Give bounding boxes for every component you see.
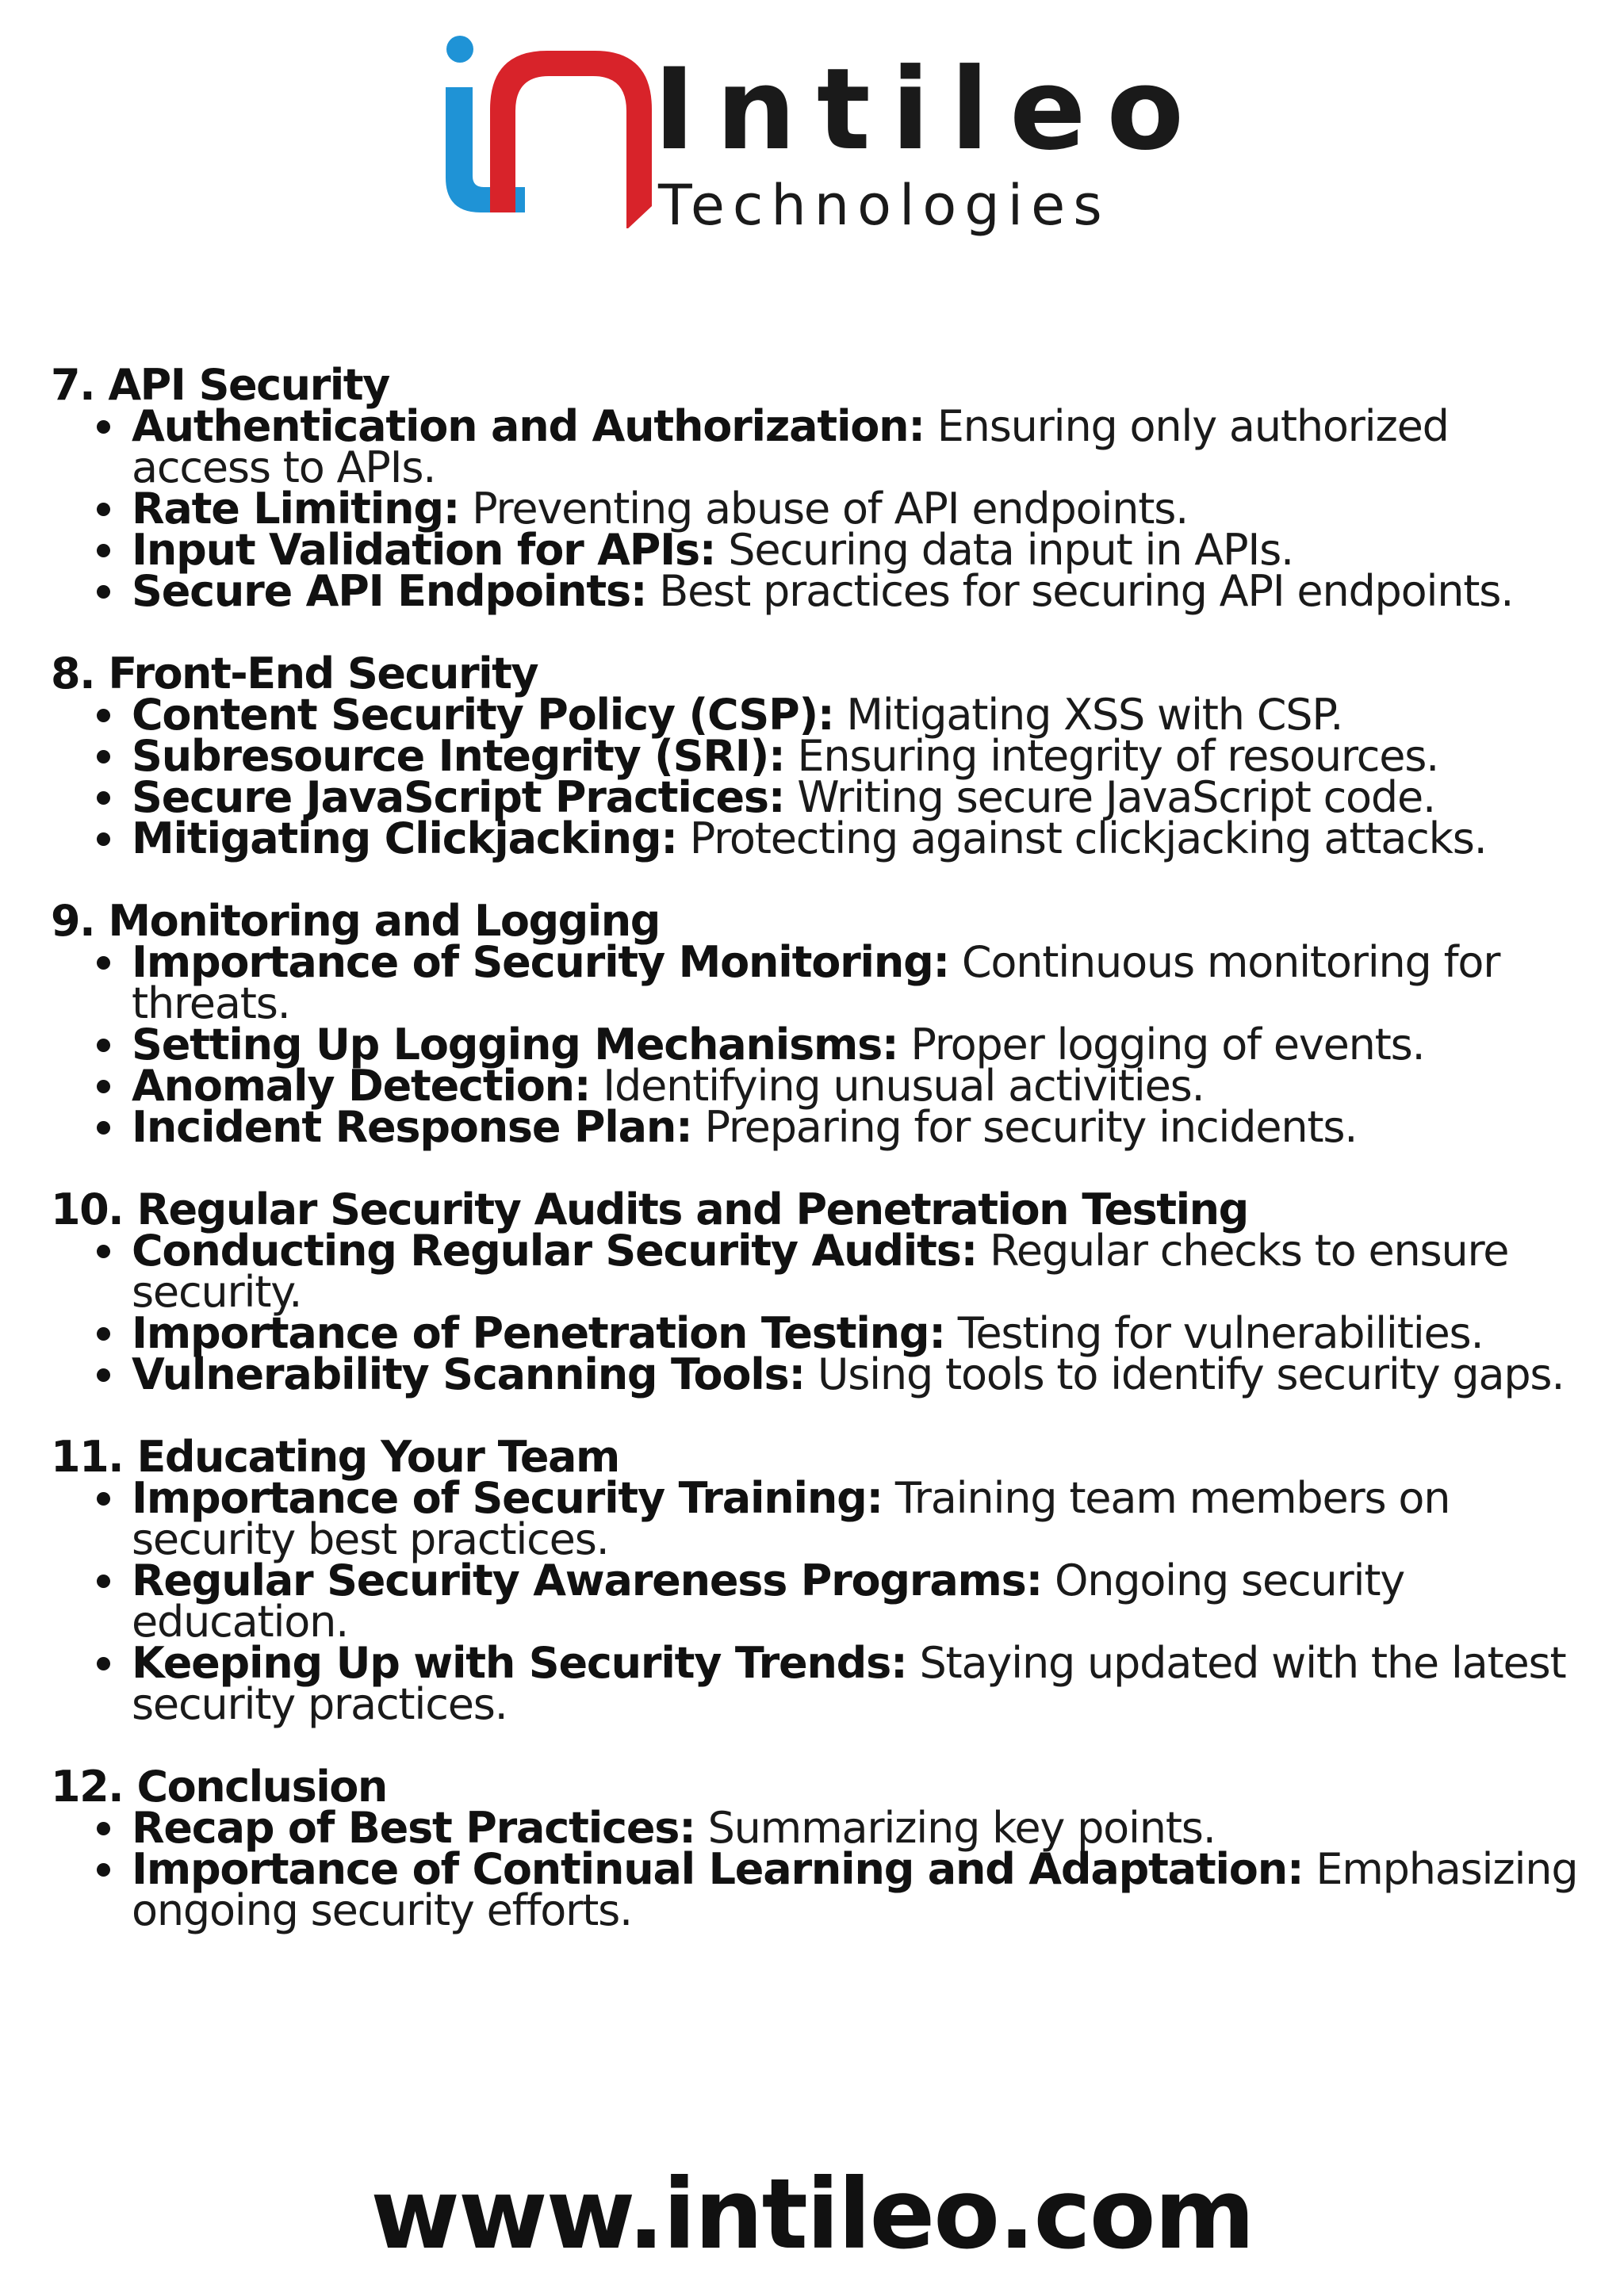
item-term: Conducting Regular Security Audits:: [132, 1226, 978, 1276]
item-term: Secure API Endpoints:: [132, 566, 647, 616]
section-educating-team: [51, 1432, 1589, 1729]
list-item: [132, 813, 1589, 863]
item-desc: Writing secure JavaScript code.: [797, 772, 1435, 822]
bullet-icon: [97, 420, 110, 434]
list-item: [132, 566, 1589, 616]
section-title: 10. Regular Security Audits and Penetration Testing: [51, 1184, 1248, 1234]
list-item: [132, 1844, 1589, 1935]
list-item: [132, 937, 1589, 1028]
bullet-icon: [97, 1822, 110, 1835]
bullet-icon: [97, 832, 110, 846]
bullet-icon: [97, 1039, 110, 1052]
bullet-icon: [97, 503, 110, 516]
list-item: [132, 484, 1589, 534]
item-term: Importance of Continual Learning and Adaptation:: [132, 1844, 1304, 1894]
item-desc: Using tools to identify security gaps.: [817, 1349, 1565, 1399]
item-term: Importance of Security Monitoring:: [132, 937, 949, 987]
item-term: Subresource Integrity (SRI):: [132, 731, 785, 781]
bullet-list: [51, 690, 1589, 863]
bullet-icon: [97, 791, 110, 805]
bullet-list: [51, 401, 1589, 616]
item-term: Secure JavaScript Practices:: [132, 772, 785, 822]
intileo-logo-mark: [428, 22, 666, 228]
list-item: [132, 525, 1589, 575]
section-monitoring-logging: [51, 896, 1589, 1152]
bullet-icon: [97, 1245, 110, 1258]
item-term: Setting Up Logging Mechanisms:: [132, 1020, 898, 1070]
item-desc: Staying updated with the latest security practices.: [132, 1638, 1566, 1729]
bullet-icon: [97, 1121, 110, 1135]
item-desc: Securing data input in APIs.: [728, 525, 1293, 575]
section-conclusion: [51, 1762, 1589, 1935]
item-term: Rate Limiting:: [132, 484, 460, 534]
list-item: [132, 1556, 1589, 1647]
item-desc: Testing for vulnerabilities.: [957, 1308, 1484, 1358]
brand-name: Intileo: [653, 44, 1205, 175]
section-title: 11. Educating Your Team: [51, 1432, 619, 1482]
item-desc: Training team members on security best practices.: [132, 1473, 1450, 1564]
item-term: Input Validation for APIs:: [132, 525, 716, 575]
item-desc: Summarizing key points.: [707, 1803, 1216, 1853]
website-url[interactable]: www.intileo.com: [370, 2158, 1254, 2271]
list-item: [132, 1638, 1589, 1729]
bullet-icon: [97, 1327, 110, 1341]
item-desc: Protecting against clickjacking attacks.: [689, 813, 1487, 863]
item-term: Incident Response Plan:: [132, 1102, 692, 1152]
item-desc: Identifying unusual activities.: [603, 1061, 1205, 1111]
item-term: Keeping Up with Security Trends:: [132, 1638, 907, 1688]
item-term: Regular Security Awareness Programs:: [132, 1556, 1042, 1605]
item-term: Importance of Penetration Testing:: [132, 1308, 945, 1358]
item-term: Authentication and Authorization:: [132, 401, 925, 451]
section-title: 12. Conclusion: [51, 1762, 387, 1812]
list-item: [132, 772, 1589, 822]
bullet-icon: [97, 1368, 110, 1382]
bullet-icon: [97, 1492, 110, 1506]
item-desc: Preventing abuse of API endpoints.: [472, 484, 1189, 534]
bullet-icon: [97, 750, 110, 763]
list-item: [132, 1349, 1589, 1399]
list-item: [132, 1226, 1589, 1317]
item-desc: Ongoing security education.: [132, 1556, 1405, 1647]
section-api-security: [51, 360, 1589, 616]
bullet-icon: [97, 1657, 110, 1670]
item-desc: Ensuring only authorized access to APIs.: [132, 401, 1449, 492]
bullet-icon: [97, 709, 110, 722]
bullet-icon: [97, 1863, 110, 1877]
list-item: [132, 401, 1589, 492]
bullet-icon: [97, 1080, 110, 1093]
list-item: [132, 1020, 1589, 1070]
item-desc: Ensuring integrity of resources.: [797, 731, 1439, 781]
item-term: Mitigating Clickjacking:: [132, 813, 677, 863]
content-list: [51, 360, 1589, 1973]
item-term: Anomaly Detection:: [132, 1061, 591, 1111]
item-desc: Best practices for securing API endpoints.: [659, 566, 1514, 616]
section-title: 7. API Security: [51, 360, 389, 410]
list-item: [132, 1308, 1589, 1358]
section-front-end-security: [51, 649, 1589, 863]
bullet-list: [51, 1473, 1589, 1729]
list-item: [132, 1803, 1589, 1853]
item-desc: Regular checks to ensure security.: [132, 1226, 1509, 1317]
bullet-icon: [97, 585, 110, 599]
list-item: [132, 690, 1589, 740]
bullet-icon: [97, 956, 110, 970]
section-audits-pentesting: [51, 1184, 1589, 1399]
item-desc: Continuous monitoring for threats.: [132, 937, 1500, 1028]
section-title: 8. Front-End Security: [51, 649, 538, 698]
bullet-list: [51, 937, 1589, 1152]
item-term: Importance of Security Training:: [132, 1473, 883, 1523]
item-term: Content Security Policy (CSP):: [132, 690, 834, 740]
list-item: [132, 731, 1589, 781]
item-desc: Mitigating XSS with CSP.: [846, 690, 1343, 740]
item-desc: Preparing for security incidents.: [704, 1102, 1358, 1152]
list-item: [132, 1473, 1589, 1564]
item-term: Vulnerability Scanning Tools:: [132, 1349, 805, 1399]
bullet-list: [51, 1803, 1589, 1935]
item-desc: Proper logging of events.: [910, 1020, 1425, 1070]
item-desc: Emphasizing ongoing security efforts.: [132, 1844, 1578, 1935]
bullet-icon: [97, 544, 110, 557]
bullet-list: [51, 1226, 1589, 1399]
brand-logo: [428, 22, 1221, 238]
list-item: [132, 1102, 1589, 1152]
section-title: 9. Monitoring and Logging: [51, 896, 660, 946]
list-item: [132, 1061, 1589, 1111]
bullet-icon: [97, 1575, 110, 1588]
brand-tagline: Technologies: [658, 173, 1110, 238]
item-term: Recap of Best Practices:: [132, 1803, 695, 1853]
